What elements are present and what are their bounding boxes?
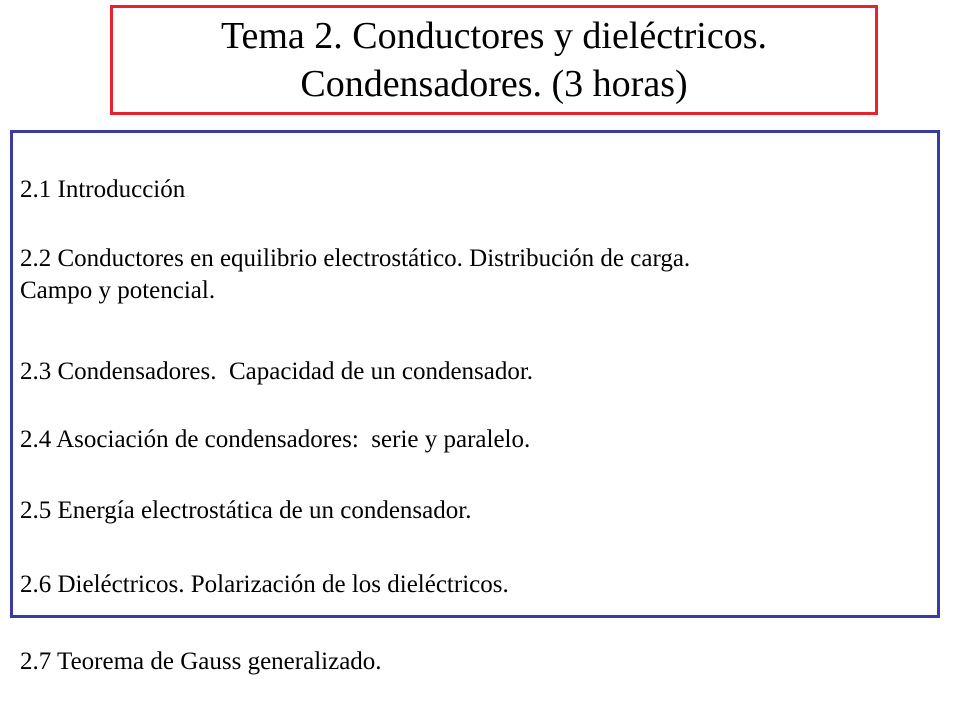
topic-2-4: 2.4 Asociación de condensadores: serie y paralelo. <box>20 426 531 453</box>
topic-2-1: 2.1 Introducción <box>20 176 186 203</box>
topic-2-2 <box>20 243 690 307</box>
topic-2-7: 2.7 Teorema de Gauss generalizado. <box>20 648 382 675</box>
title-line-1: Tema 2. Conductores y dieléctricos. <box>220 15 768 57</box>
topic-2-6: 2.6 Dieléctricos. Polarización de los dieléctricos. <box>20 571 509 598</box>
topic-2-5: 2.5 Energía electrostática de un condensador. <box>20 497 472 524</box>
title-line-2: Condensadores. (3 horas) <box>300 63 688 105</box>
topic-2-3: 2.3 Condensadores. Capacidad de un condensador. <box>20 358 534 385</box>
topic-2-2-line-2: Campo y potencial. <box>20 277 216 304</box>
title-box <box>110 5 878 115</box>
topic-2-2-line-1: 2.2 Conductores en equilibrio electrostático. Distribución de carga. <box>20 245 691 272</box>
